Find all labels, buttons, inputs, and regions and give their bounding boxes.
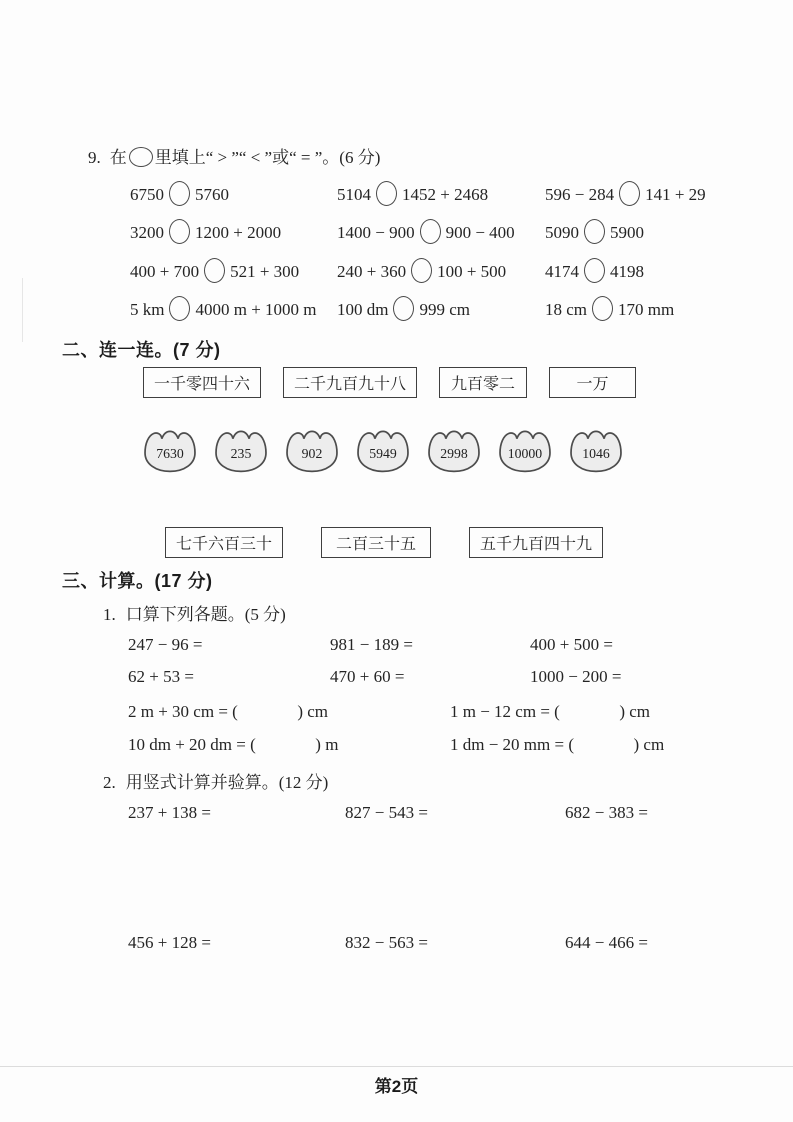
expression: 1 m − 12 cm = ( ) cm: [450, 702, 651, 721]
tulip-flower-icon: [352, 426, 414, 478]
tulip-flower-icon: [139, 426, 201, 478]
scan-margin-line: [22, 278, 23, 342]
expression: 237 + 138 =: [128, 803, 211, 822]
subquestion-1-label: [103, 600, 286, 625]
tulip-number: 10000: [507, 446, 543, 462]
answer-circle-icon: [592, 296, 613, 321]
section-2-heading: 二、连一连。(7 分): [62, 340, 221, 360]
left-value: 400 + 700: [130, 262, 200, 281]
oral-calculation-row: [128, 635, 778, 655]
expression: 62 + 53 =: [128, 667, 194, 686]
right-value: 4198: [610, 262, 644, 281]
right-value: 4000 m + 1000 m: [195, 300, 317, 319]
comparison-row: [130, 219, 780, 244]
left-value: 5090: [545, 223, 579, 242]
tulip-number: 2998: [440, 446, 468, 462]
answer-circle-icon: [169, 219, 190, 244]
expression: 1000 − 200 =: [530, 667, 622, 686]
comparison-item: [337, 181, 545, 206]
right-value: 1200 + 2000: [195, 223, 282, 242]
right-value: 900 − 400: [445, 223, 515, 242]
right-value: 5900: [610, 223, 644, 242]
tulip-flower-icon: [281, 426, 343, 478]
left-value: 1400 − 900: [337, 223, 415, 242]
comparison-item: [130, 219, 337, 244]
tulip-cards: [139, 426, 627, 478]
expression: 247 − 96 =: [128, 635, 203, 654]
left-value: 6750: [130, 185, 164, 204]
number-word-box: 一万: [549, 367, 636, 398]
comparison-item: [130, 181, 337, 206]
comparison-item: [545, 219, 780, 244]
left-value: 100 dm: [337, 300, 389, 319]
answer-circle-icon: [584, 258, 605, 283]
expression: 1 dm − 20 mm = ( ) cm: [450, 735, 665, 754]
expression: 827 − 543 =: [345, 803, 428, 822]
comparison-item: [545, 258, 780, 283]
tulip-flower-icon: [423, 426, 485, 478]
vertical-calculation-row: [128, 933, 778, 953]
answer-circle-icon: [204, 258, 225, 283]
left-value: 240 + 360: [337, 262, 407, 281]
left-value: 596 − 284: [545, 185, 615, 204]
number-word-box: 二百三十五: [321, 527, 431, 558]
answer-circle-icon: [393, 296, 414, 321]
expression: 10 dm + 20 dm = ( ) m: [128, 735, 339, 754]
answer-circle-icon: [169, 296, 190, 321]
comparison-item: [545, 181, 780, 206]
subquestion-number: 1.: [103, 605, 116, 624]
tulip-flower-icon: [494, 426, 556, 478]
left-value: 5104: [337, 185, 371, 204]
number-word-box: 一千零四十六: [143, 367, 261, 398]
right-value: 521 + 300: [230, 262, 300, 281]
number-word-box: 五千九百四十九: [469, 527, 603, 558]
expression: 644 − 466 =: [565, 933, 648, 952]
right-value: 5760: [195, 185, 229, 204]
comparison-row: [130, 181, 780, 206]
expression: 832 − 563 =: [345, 933, 428, 952]
left-value: 18 cm: [545, 300, 588, 319]
answer-circle-icon: [420, 219, 441, 244]
subquestion-title: 口算下列各题。(5 分): [125, 605, 286, 624]
matching-top-boxes: [143, 367, 636, 398]
page-number: 第2页: [374, 1077, 419, 1096]
right-value: 1452 + 2468: [402, 185, 489, 204]
expression: 470 + 60 =: [330, 667, 405, 686]
number-word-box: 九百零二: [439, 367, 527, 398]
comparison-item: [130, 296, 337, 321]
heading-text-suffix: 里填上“ > ”“ < ”或“ = ”。(6 分): [154, 148, 381, 167]
left-value: 4174: [545, 262, 579, 281]
number-word-box: 二千九百九十八: [283, 367, 417, 398]
unit-conversion-row: [128, 702, 778, 722]
vertical-calculation-row: [128, 803, 778, 823]
comparison-item: [337, 258, 545, 283]
question-9-heading: [88, 143, 380, 168]
answer-circle-icon: [584, 219, 605, 244]
tulip-number: 902: [301, 446, 323, 462]
subquestion-title: 用竖式计算并验算。(12 分): [125, 773, 329, 792]
tulip-flower-icon: [210, 426, 272, 478]
expression: 456 + 128 =: [128, 933, 211, 952]
comparison-row: [130, 296, 780, 321]
answer-circle-icon: [619, 181, 640, 206]
comparison-item: [545, 296, 780, 321]
tulip-number: 235: [230, 446, 252, 462]
comparison-item: [337, 219, 545, 244]
heading-text-prefix: 在: [109, 148, 127, 167]
right-value: 999 cm: [419, 300, 471, 319]
oral-calculation-row: [128, 667, 778, 687]
expression: 400 + 500 =: [530, 635, 613, 654]
blank-circle-icon: [129, 147, 153, 167]
expression: 682 − 383 =: [565, 803, 648, 822]
expression: 981 − 189 =: [330, 635, 413, 654]
comparison-item: [337, 296, 545, 321]
tulip-number: 7630: [156, 446, 184, 462]
subquestion-2-label: [103, 768, 328, 793]
answer-circle-icon: [411, 258, 432, 283]
answer-circle-icon: [376, 181, 397, 206]
tulip-number: 1046: [582, 446, 610, 462]
tulip-flower-icon: [565, 426, 627, 478]
right-value: 100 + 500: [437, 262, 507, 281]
section-3-heading: 三、计算。(17 分): [62, 571, 213, 591]
right-value: 141 + 29: [645, 185, 706, 204]
footer-divider: [0, 1066, 793, 1067]
question-number: 9.: [88, 148, 101, 167]
answer-circle-icon: [169, 181, 190, 206]
expression: 2 m + 30 cm = ( ) cm: [128, 702, 329, 721]
matching-bottom-boxes: [165, 527, 603, 558]
comparison-item: [130, 258, 337, 283]
left-value: 5 km: [130, 300, 165, 319]
tulip-number: 5949: [369, 446, 397, 462]
right-value: 170 mm: [618, 300, 675, 319]
left-value: 3200: [130, 223, 164, 242]
subquestion-number: 2.: [103, 773, 116, 792]
unit-conversion-row: [128, 735, 778, 755]
number-word-box: 七千六百三十: [165, 527, 283, 558]
comparison-row: [130, 258, 780, 283]
